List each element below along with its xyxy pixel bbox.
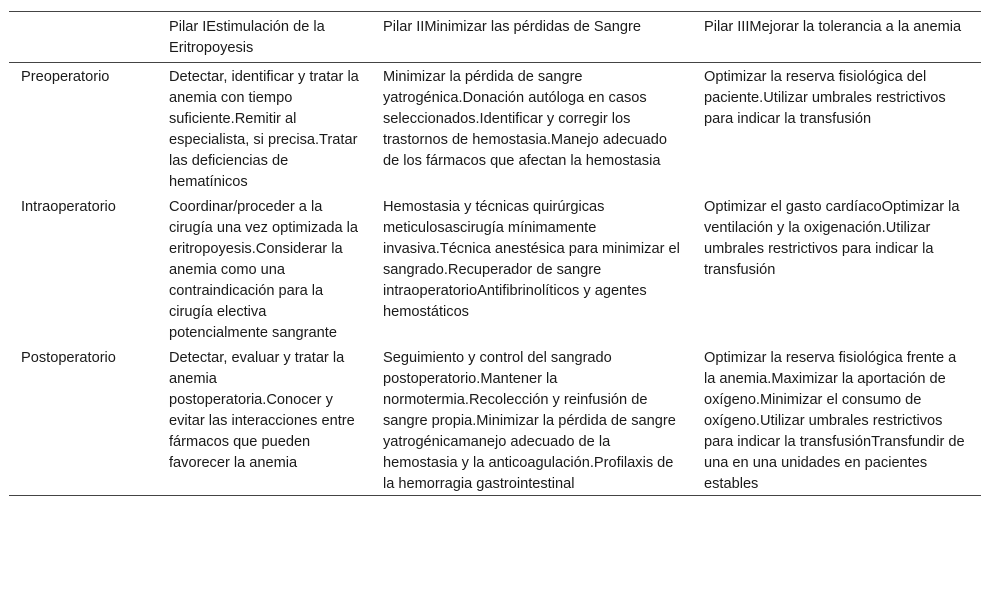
table-header <box>9 12 981 63</box>
row-phase: Preoperatorio <box>21 69 110 85</box>
header-cell-pilar-1: Pilar IEstimulación de la Eritropoyesis <box>169 19 325 56</box>
cell-pilar-1: Detectar, evaluar y tratar la anemia postoperatoria.Conocer y evitar las interacciones entre fármacos que pueden favorecer la anemia <box>169 350 355 471</box>
header-row <box>9 12 981 63</box>
cell-pilar-1: Coordinar/proceder a la cirugía una vez optimizada la eritropoyesis.Considerar la anemia como una contraindicación para la cirugía electiva potencialmente sangrante <box>169 199 359 341</box>
table-row <box>9 344 981 496</box>
cell-pilar-3: Optimizar la reserva fisiológica frente a la anemia.Maximizar la aportación de oxígeno.Minimizar el consumo de oxígeno.Utilizar umbrales restrictivos para indicar la transfusiónTransfundir de una en una unidades en pacientes estables <box>704 350 965 492</box>
cell-pilar-2: Seguimiento y control del sangrado postoperatorio.Mantener la normotermia.Recolección y reinfusión de sangre propia.Minimizar la pérdida de sangre yatrogénicamanejo adecuado de la hemostasia y la anticoagulación.Profilaxis de la hemorragia gastrointestinal <box>383 350 676 492</box>
cell-pilar-1: Detectar, identificar y tratar la anemia con tiempo suficiente.Remitir al especialista, si precisa.Tratar las deficiencias de hematínicos <box>169 69 359 190</box>
table-row <box>9 63 981 194</box>
row-phase: Postoperatorio <box>21 350 116 366</box>
table-body <box>9 63 981 496</box>
header-cell-empty <box>9 12 157 63</box>
cell-pilar-2: Minimizar la pérdida de sangre yatrogénica.Donación autóloga en casos seleccionados.Identificar y corregir los trastornos de hemostasia.Manejo adecuado de los fármacos que afectan la hemostasia <box>383 69 667 169</box>
header-cell-pilar-3: Pilar IIIMejorar la tolerancia a la anemia <box>704 19 962 35</box>
pilares-table <box>9 11 981 496</box>
table-row <box>9 193 981 344</box>
table-container <box>9 11 981 496</box>
cell-pilar-3: Optimizar la reserva fisiológica del paciente.Utilizar umbrales restrictivos para indicar la transfusión <box>704 69 946 127</box>
cell-pilar-2: Hemostasia y técnicas quirúrgicas meticulosascirugía mínimamente invasiva.Técnica anestésica para minimizar el sangrado.Recuperador de sangre intraoperatorioAntifibrinolíticos y agentes hemostáticos <box>383 199 680 320</box>
row-phase: Intraoperatorio <box>21 199 116 215</box>
header-cell-pilar-2: Pilar IIMinimizar las pérdidas de Sangre <box>383 19 641 35</box>
cell-pilar-3: Optimizar el gasto cardíacoOptimizar la ventilación y la oxigenación.Utilizar umbrales restrictivos para indicar la transfusión <box>704 199 960 278</box>
